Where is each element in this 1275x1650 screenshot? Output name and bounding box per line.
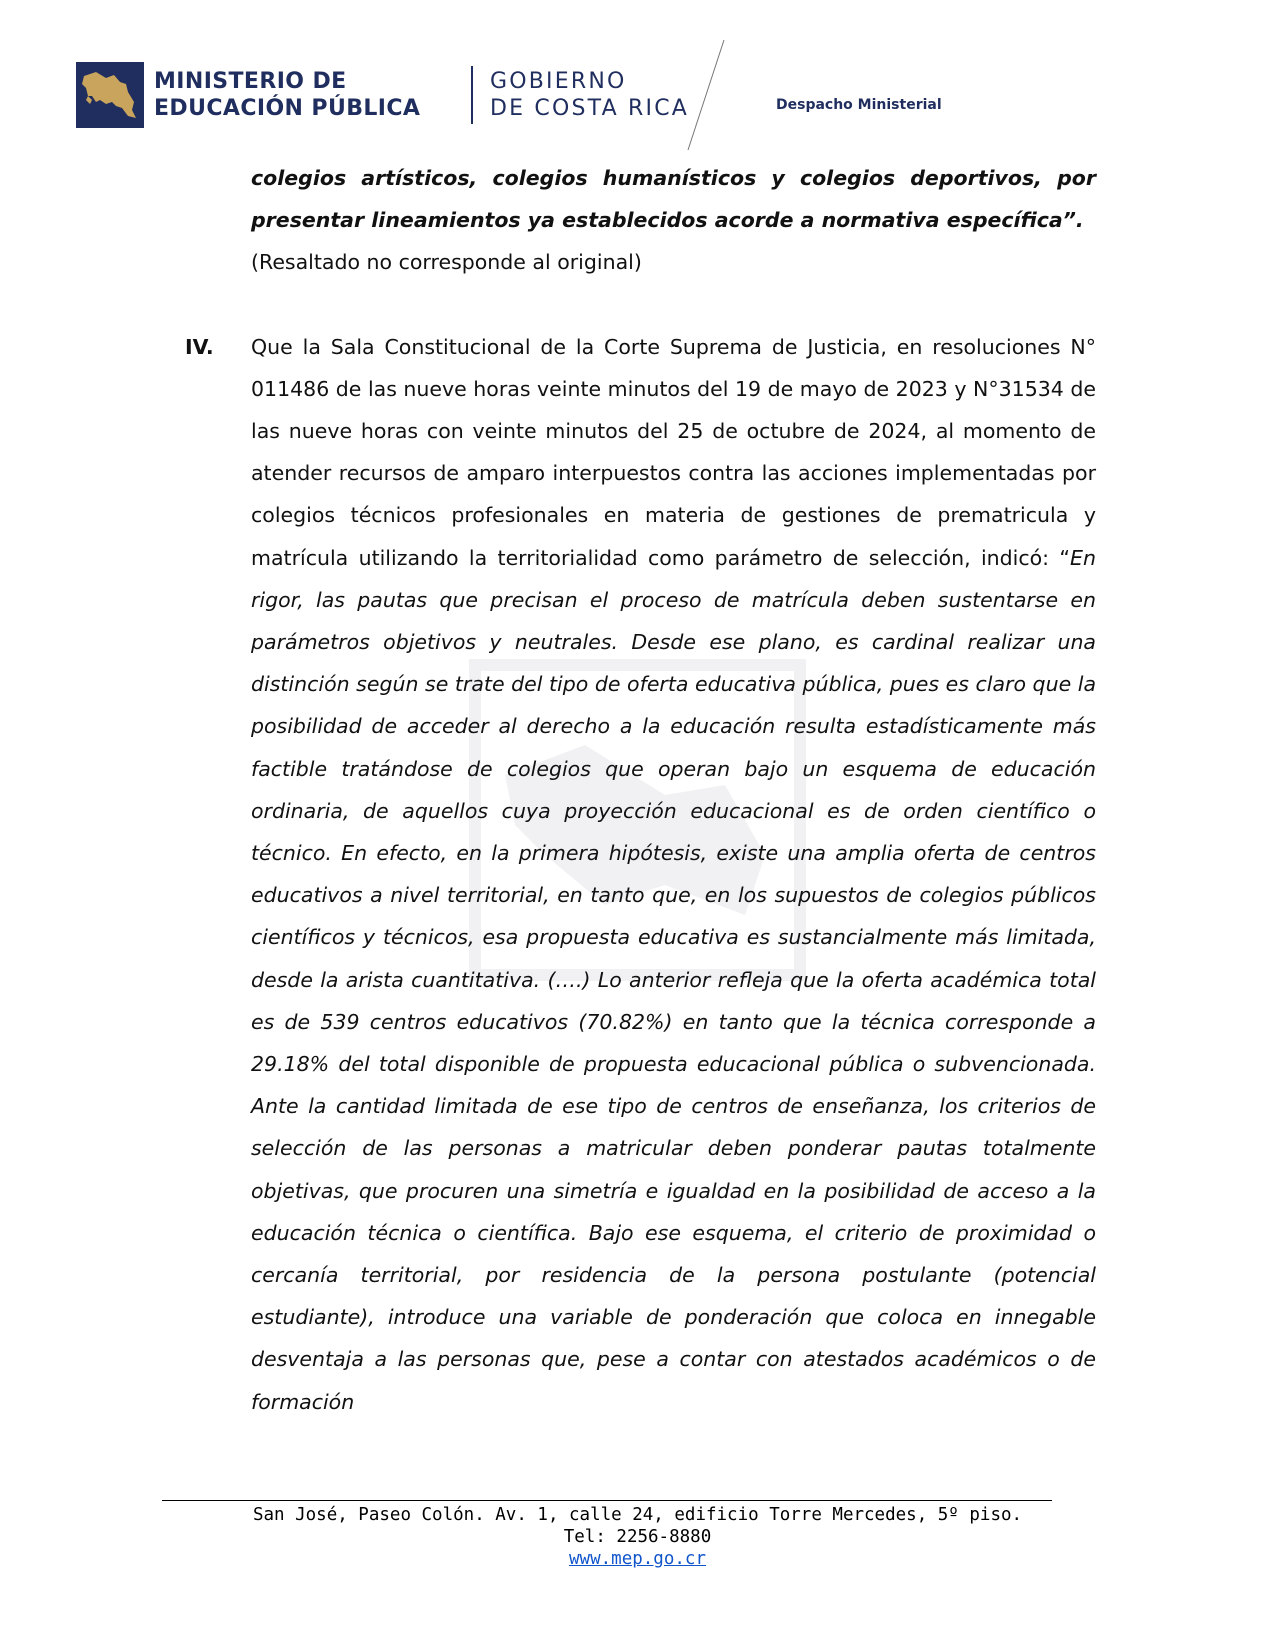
footer-rule [162, 1500, 1052, 1501]
ministry-name-line2: EDUCACIÓN PÚBLICA [154, 96, 421, 121]
footer-website-link[interactable]: www.mep.go.cr [569, 1549, 706, 1569]
government-name-line2: DE COSTA RICA [490, 96, 690, 121]
government-name [490, 68, 689, 122]
footer-phone: Tel: 2256-8880 [563, 1527, 712, 1547]
court-quote-text: En rigor, las pautas que precisan el proceso de matrícula deben sustentarse en parámetros objetivos y neutrales. Desde ese plano, es cardinal realizar una distinción según se trate del tipo de oferta educativa pública, pues es claro que la posibilidad de acceder al derecho a la educación resulta estadísticamente más factible tratándose de colegios que operan bajo un esquema de educación ordinaria, de aquellos cuya proyección educacional es de orden científico o técnico. En efecto, en la primera hipótesis, existe una amplia oferta de centros educativos a nivel territorial, en tanto que, en los supuestos de colegios públicos científicos y técnicos, esa propuesta educativa es sustancialmente más limitada, desde la arista cuantitativa. (….) Lo anterior refleja que la oferta académica total es de 539 centros educativos (70.82%) en tanto que la técnica corresponde a 29.18% del total disponible de propuesta educacional pública o subvencionada. Ante la cantidad limitada de ese tipo de centros de enseñanza, los criterios de selección de las personas a matricular deben ponderar pautas totalmente objetivas, que procuren una simetría e igualdad en la posibilidad de acceso a la educación técnica o científica. Bajo ese esquema, el criterio de proximidad o cercanía territorial, por residencia de la persona postulante (potencial estudiante), introduce una variable de ponderación que coloca en innegable desventaja a las personas que, pese a contar con atestados académicos o de formación [251, 545, 1096, 1414]
footer [0, 1504, 1275, 1570]
office-name: Despacho Ministerial [776, 97, 942, 113]
emphasis-note: (Resaltado no corresponde al original) [251, 250, 642, 275]
section-number: IV. [185, 334, 214, 359]
ministry-name [154, 68, 420, 122]
section-intro-text: Que la Sala Constitucional de la Corte Suprema de Justicia, en resoluciones N° 011486 de las nueve horas veinte minutos del 19 de mayo de 2023 y N°31534 de las nueve horas con veinte minutos del 25 de octubre de 2024, al momento de atender recursos de amparo interpuestos contra las acciones implementadas por colegios técnicos profesionales en materia de gestiones de prematricula y matrícula utilizando la territorialidad como parámetro de selección, indicó: “ [251, 334, 1096, 570]
letterhead [76, 58, 976, 138]
footer-address: San José, Paseo Colón. Av. 1, calle 24, edificio Torre Mercedes, 5º piso. [252, 1505, 1023, 1525]
section-paragraph [251, 326, 1096, 1423]
ministry-logo [76, 62, 144, 128]
ministry-name-line1: MINISTERIO DE [154, 69, 347, 94]
costa-rica-map-icon [76, 62, 144, 128]
section-iv [185, 326, 1096, 1423]
document-body [185, 157, 1096, 1423]
header-divider [471, 66, 473, 124]
paragraph-gap [251, 284, 1096, 326]
quote-continuation: colegios artísticos, colegios humanísticos y colegios deportivos, por presentar lineamientos ya establecidos acorde a normativa específica”. [251, 166, 1096, 233]
header-slash-divider [686, 40, 726, 150]
government-name-line1: GOBIERNO [490, 69, 627, 94]
